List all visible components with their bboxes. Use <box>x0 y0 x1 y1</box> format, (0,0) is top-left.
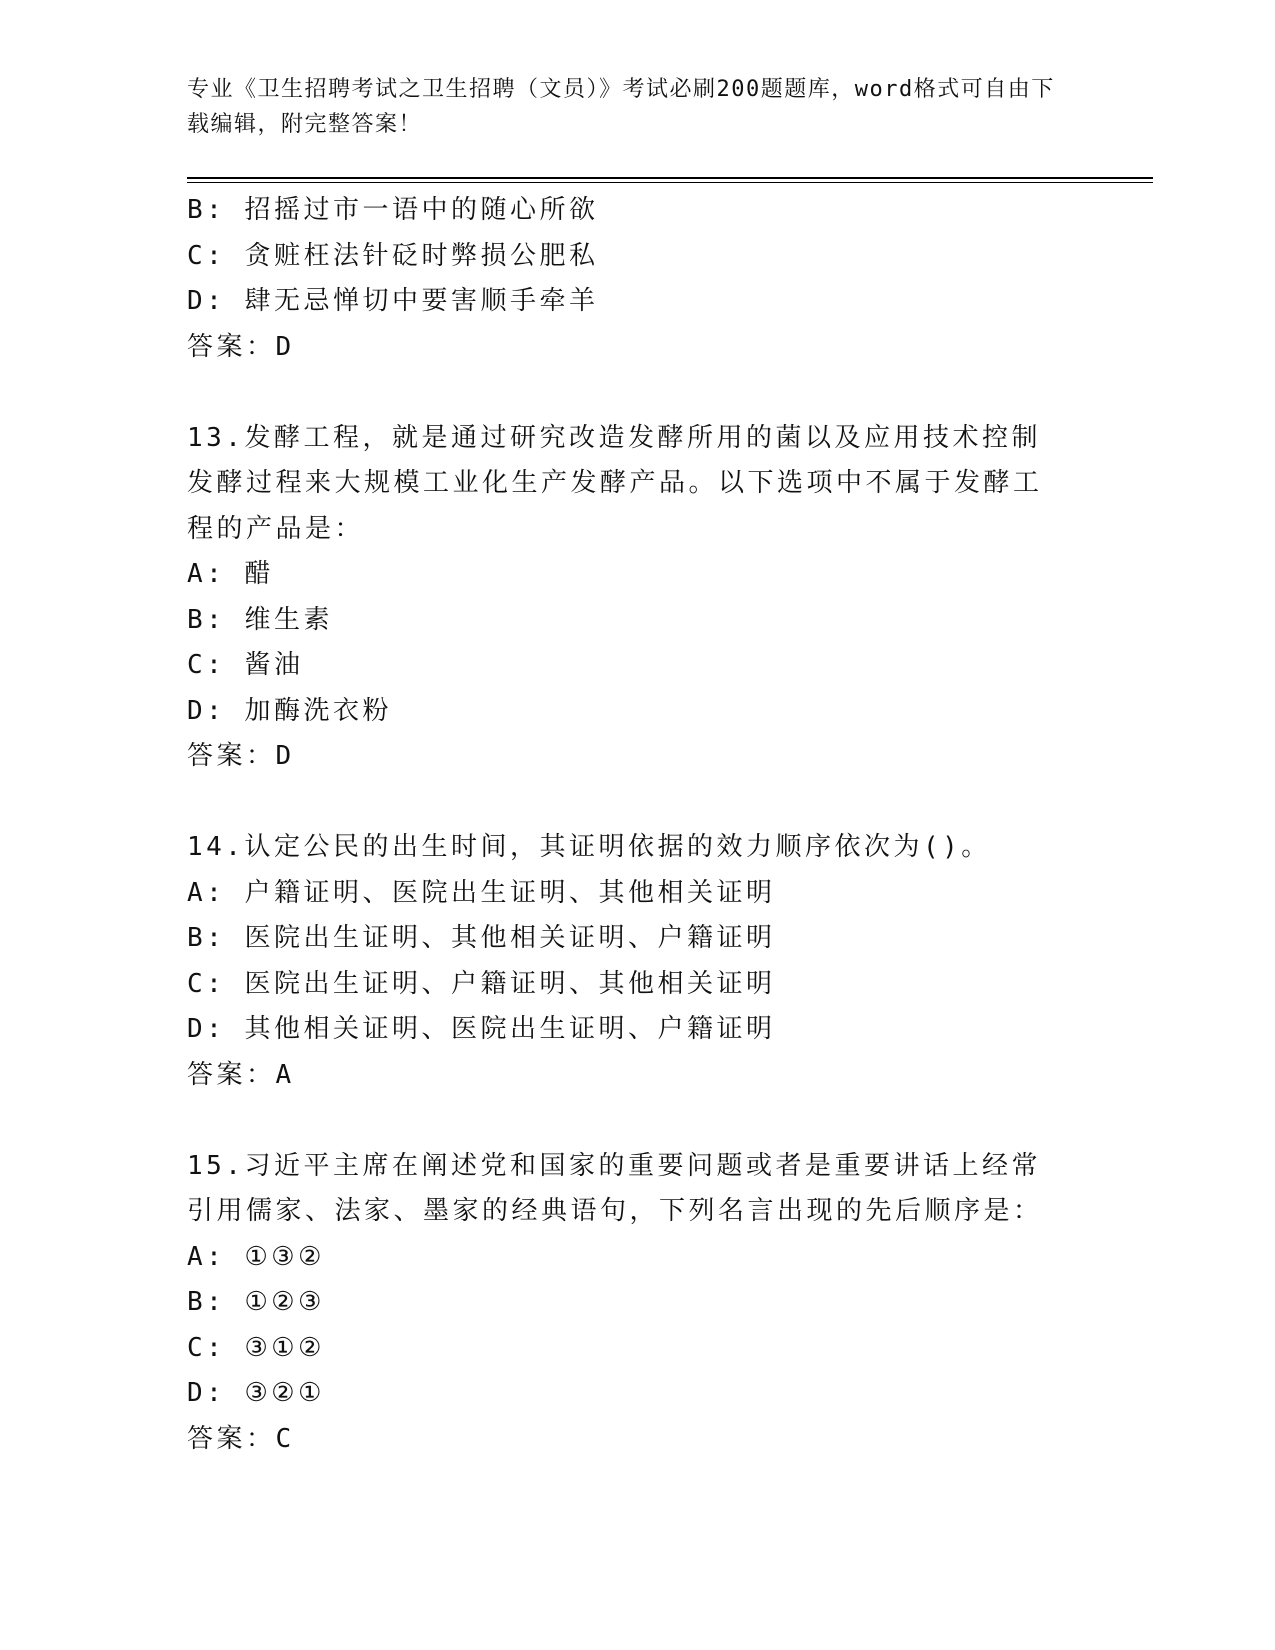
spacer <box>187 1098 1087 1144</box>
option-c: C: 酱油 <box>187 650 304 680</box>
option-d: D: ③②① <box>187 1378 325 1408</box>
option-a: A: 醋 <box>187 559 274 589</box>
question-14 <box>187 825 1087 1098</box>
header-rule-thick <box>187 177 1153 179</box>
answer: 答案：D <box>187 741 295 771</box>
answer: 答案：A <box>187 1059 295 1090</box>
option-c: C: 医院出生证明、户籍证明、其他相关证明 <box>187 968 776 999</box>
option-d: D: 肆无忌惮切中要害顺手牵羊 <box>187 286 599 316</box>
answer: 答案：D <box>187 331 295 362</box>
option-b: B: 招摇过市一语中的随心所欲 <box>187 195 599 225</box>
question-12-continued <box>187 188 1087 370</box>
answer: 答案：C <box>187 1423 295 1454</box>
option-c: C: 贪赃枉法针砭时弊损公肥私 <box>187 240 599 271</box>
question-stem: 13.发酵工程，就是通过研究改造发酵所用的菌以及应用技术控制发酵过程来大规模工业化生产发酵产品。以下选项中不属于发酵工程的产品是： <box>187 422 1043 544</box>
option-d: D: 其他相关证明、医院出生证明、户籍证明 <box>187 1014 776 1044</box>
question-body <box>187 188 1087 1462</box>
question-stem: 14.认定公民的出生时间，其证明依据的效力顺序依次为()。 <box>187 832 991 862</box>
option-b: B: 维生素 <box>187 604 333 635</box>
spacer <box>187 370 1087 416</box>
option-c: C: ③①② <box>187 1332 325 1363</box>
question-13 <box>187 416 1087 780</box>
option-b: B: 医院出生证明、其他相关证明、户籍证明 <box>187 923 776 953</box>
option-a: A: ①③② <box>187 1241 325 1272</box>
option-b: B: ①②③ <box>187 1287 325 1317</box>
header-rule-thin <box>187 182 1153 183</box>
option-a: A: 户籍证明、医院出生证明、其他相关证明 <box>187 877 776 908</box>
spacer <box>187 780 1087 826</box>
question-stem: 15.习近平主席在阐述党和国家的重要问题或者是重要讲话上经常引用儒家、法家、墨家的经典语句，下列名言出现的先后顺序是： <box>187 1150 1043 1226</box>
document-header: 专业《卫生招聘考试之卫生招聘（文员）》考试必刷200题题库，word格式可自由下载编辑，附完整答案！ <box>187 77 1055 137</box>
question-15 <box>187 1144 1087 1463</box>
option-d: D: 加酶洗衣粉 <box>187 695 392 726</box>
